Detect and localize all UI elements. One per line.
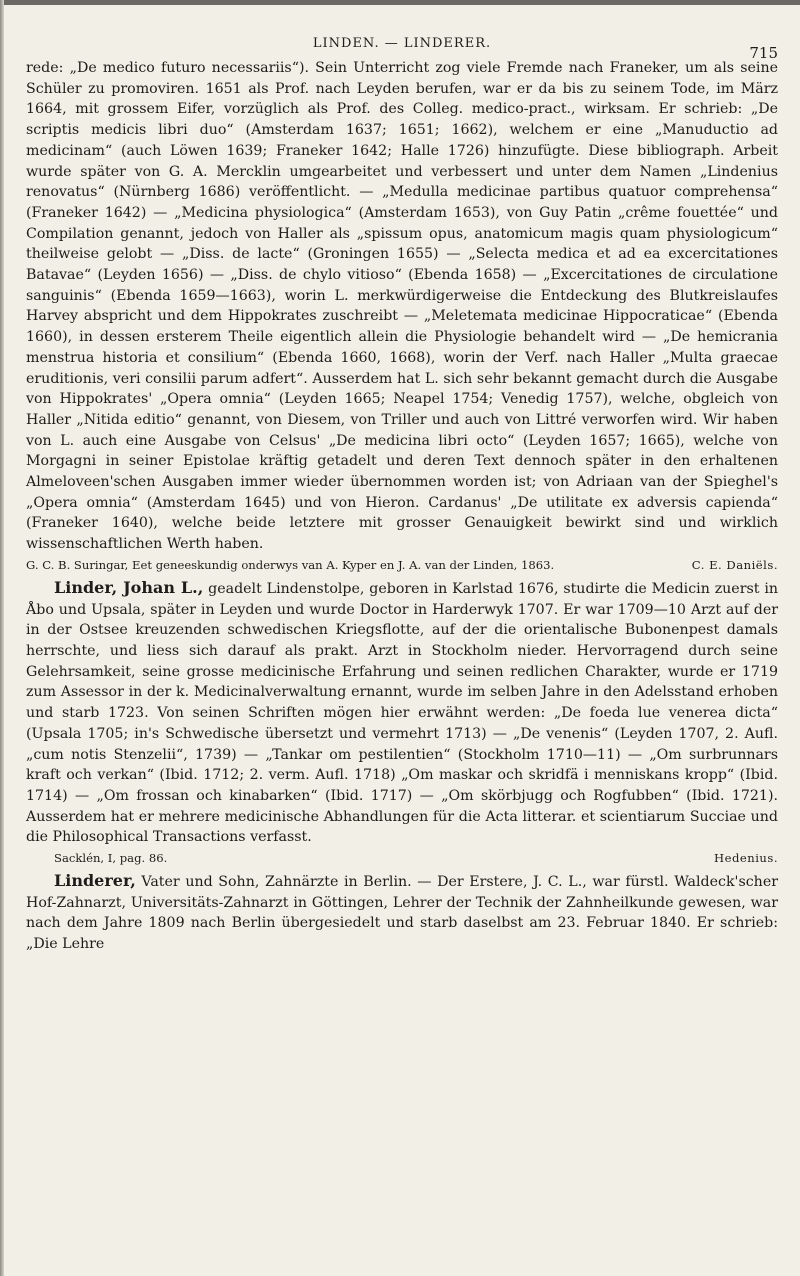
linden-source: G. C. B. Suringar, Eet geneeskundig onderwys van A. Kyper en J. A. van der Linden, 1863. (26, 557, 555, 572)
linden-entry-text: rede: „De medico futuro necessariis“). Sein Unterricht zog viele Fremde nach Franeker, um als seine Schüler zu promoviren. 1651 als Prof. nach Leyden berufen, war er da bis zu seinem Tode, im März 1664, mit grossem Eifer, vorzüglich als Prof. des Colleg. medico-pract., wirksam. Er schrieb: „De scriptis medicis libri duo“ (Amsterdam 1637; 1651; 1662), welchem er eine „Manuductio ad medicinam“ (auch Löwen 1639; Franeker 1642; Halle 1726) hinzufügte. Diese bibliograph. Arbeit wurde später von G. A. Mercklin umgearbeitet und verbessert und unter dem Namen „Lindenius renovatus“ (Nürnberg 1686) veröffentlicht. — „Medulla medicinae partibus quatuor comprehensa“ (Franeker 1642) — „Medicina physiologica“ (Amsterdam 1653), von Guy Patin „crême fouettée“ und Compilation genannt, jedoch von Haller als „spissum opus, anatomicum magis quam physiologicum“ theilweise gelobt — „Diss. de lacte“ (Groningen 1655) — „Selecta medica et ad ea excercitationes Batavae“ (Leyden 1656) — „Diss. de chylo vitioso“ (Ebenda 1658) — „Excercitationes de circulatione sanguinis“ (Ebenda 1659—1663), worin L. merkwürdigerweise die Entdeckung des Blutkreislaufes Harvey abspricht und dem Hippokrates zuschreibt — „Meletemata medicinae Hippocraticae“ (Ebenda 1660), in dessen ersterem Theile eigentlich allein die Physiologie behandelt wird — „De hemicrania menstrua historia et consilium“ (Ebenda 1660, 1668), worin der Verf. nach Haller „Multa graecae eruditionis, veri consilii parum adfert“. Ausserdem hat L. sich sehr bekannt gemacht durch die Ausgabe von Hippokrates' „Opera omnia“ (Leyden 1665; Neapel 1754; Venedig 1757), welche, obgleich von Haller „Nitida editio“ genannt, von Diesem, von Triller und auch von Littré verworfen wird. Wir haben von L. auch eine Ausgabe von Celsus' „De medicina libri octo“ (Leyden 1657; 1665), welche von Morgagni in seiner Epistolae kräftig getadelt und deren Text dennoch später in den erhaltenen Almeloveen'schen Ausgaben immer wieder übernommen worden ist; von Adriaan van der Spieghel's „Opera omnia“ (Amsterdam 1645) und von Hieron. Cardanus' „De utilitate ex adversis capienda“ (Franeker 1640), welche beide letztere mit grosser Genauigkeit bewirkt sind und wirklich wissenschaftlichen Werth haben. (26, 60, 778, 553)
linderer-lemma: Linderer, (54, 871, 136, 891)
running-head-title: LINDEN. — LINDERER. (312, 36, 492, 51)
linder-entry (26, 578, 778, 848)
linder-lemma: Linder, Johan L., (54, 577, 204, 597)
linder-entry-text: geadelt Lindenstolpe, geboren in Karlstad 1676, studirte die Medicin zuerst in Åbo und Upsala, später in Leyden und wurde Doctor in Harderwyk 1707. Er war 1709—10 Arzt auf der in der Ostsee kreuzenden schwedischen Kriegsflotte, auf der die orientalische Bubonenpest damals herrschte, und liess sich darauf als prakt. Arzt in Stockholm nieder. Hervorragend durch seine Gelehrsamkeit, seine grosse medicinische Erfahrung und seinen redlichen Charakter, wurde er 1719 zum Assessor in der k. Medicinalverwaltung ernannt, wurde im selben Jahre in den Adelsstand erhoben und starb 1723. Von seinen Schriften mögen hier erwähnt werden: „De foeda lue venerea dicta“ (Upsala 1705; in's Schwedische übersetzt und vermehrt 1713) — „De venenis“ (Leyden 1707, 2. Aufl. „cum notis Stenzelii“, 1739) — „Tankar om pestilentien“ (Stockholm 1710—11) — „Om surbrunnars kraft och verkan“ (Ibid. 1712; 2. verm. Aufl. 1718) „Om maskar och skridfä i menniskans kropp“ (Ibid. 1714) — „Om frossan och kinabarken“ (Ibid. 1717) — „Om skörbjugg och Rogfubben“ (Ibid. 1721). Ausserdem hat er mehrere medicinische Abhandlungen für die Acta litterar. et scientiarum Succiae und die Philosophical Transactions verfasst. (26, 580, 779, 846)
linderer-entry-text: Vater und Sohn, Zahnärzte in Berlin. — Der Erstere, J. C. L., war fürstl. Waldeck'scher Hof-Zahnarzt, Universitäts-Zahnarzt in Göttingen, Lehrer der Technik der Zahnheilkunde gewesen, war nach dem Jahre 1809 nach Berlin übergesiedelt und starb daselbst am 23. Februar 1840. Er schrieb: „Die Lehre (26, 874, 778, 953)
running-head (26, 30, 778, 62)
linden-signature (26, 557, 778, 574)
linder-signature (26, 850, 778, 867)
linder-author: Hedenius. (713, 851, 778, 866)
top-border-rule (0, 0, 800, 5)
linder-source: Sacklén, I, pag. 86. (54, 851, 168, 866)
linden-author: C. E. Daniëls. (691, 557, 778, 572)
page-number: 715 (749, 44, 778, 62)
page-body (26, 58, 778, 955)
linderer-entry (26, 871, 778, 955)
book-page (26, 30, 778, 955)
page-left-edge (0, 0, 4, 1276)
